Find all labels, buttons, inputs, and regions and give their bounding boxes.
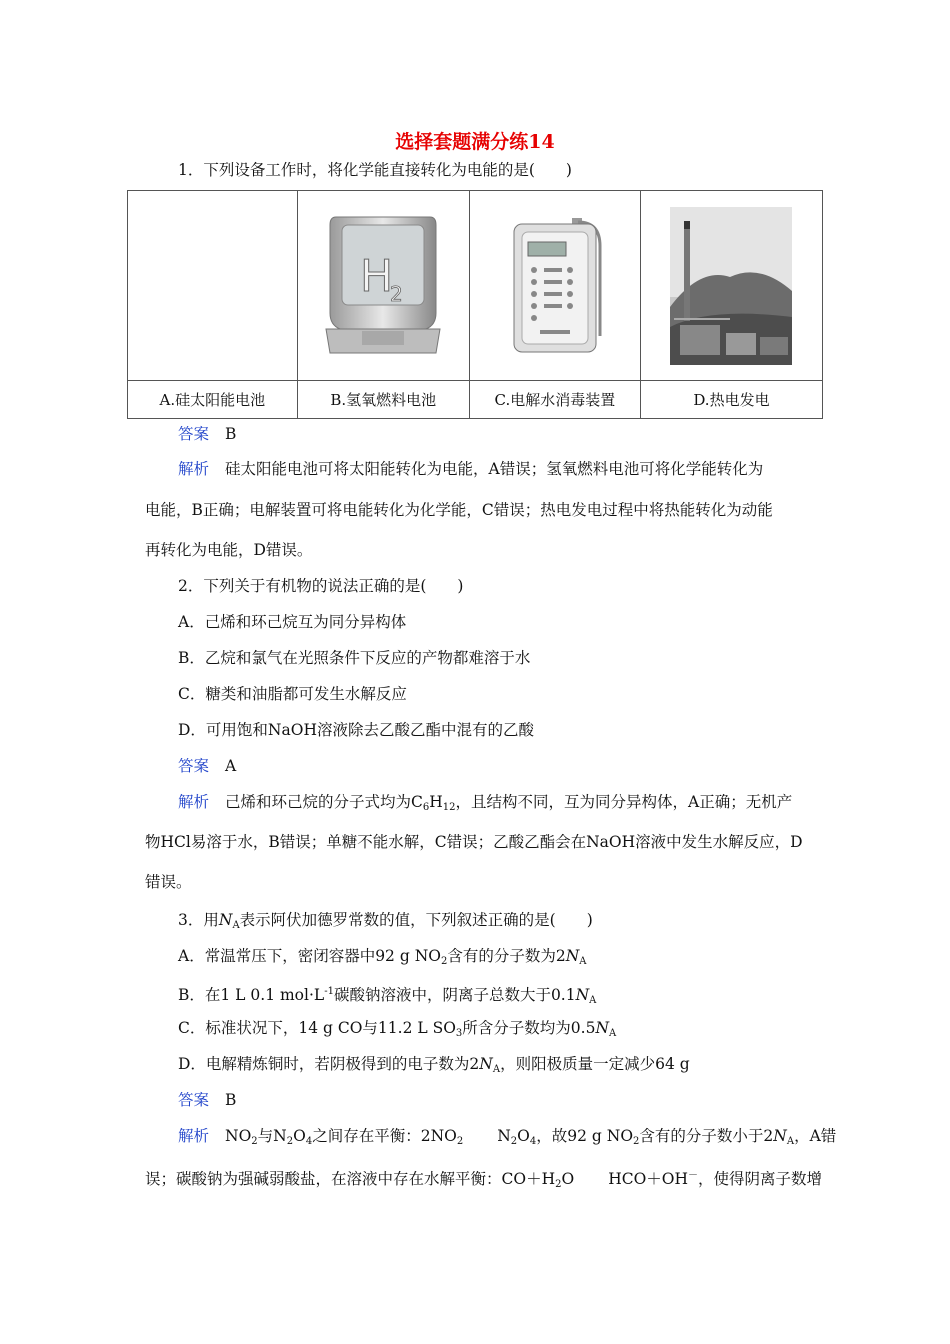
option-d-image-cell xyxy=(640,191,822,381)
analysis-text: O xyxy=(293,1127,306,1145)
subscript: 2 xyxy=(510,1136,518,1147)
question-2-answer xyxy=(178,756,236,776)
subscript: A xyxy=(786,1136,795,1147)
subscript: A xyxy=(492,1064,501,1075)
question-3-analysis-line-1 xyxy=(178,1126,836,1152)
subscript: 2 xyxy=(286,1136,294,1147)
analysis-label: 解析 xyxy=(178,1127,210,1145)
na-symbol: N xyxy=(595,1019,610,1037)
question-1-analysis-line-1 xyxy=(178,459,763,479)
question-3-option-a xyxy=(178,946,587,972)
answer-label: 答案 xyxy=(178,757,210,775)
answer-value: B xyxy=(225,425,237,443)
na-symbol: N xyxy=(773,1127,787,1145)
subscript: A xyxy=(609,1028,617,1039)
subscript: A xyxy=(579,956,587,967)
analysis-text: O xyxy=(517,1127,530,1145)
analysis-label: 解析 xyxy=(178,460,210,478)
analysis-label: 解析 xyxy=(178,793,210,811)
analysis-text: ，故92 g NO xyxy=(536,1127,634,1145)
option-text: C．标准状况下，14 g CO与11.2 L SO xyxy=(178,1019,456,1037)
question-2-analysis-line-1 xyxy=(178,792,792,818)
na-symbol: N xyxy=(565,947,580,965)
question-1-stem: 1．下列设备工作时，将化学能直接转化为电能的是( ) xyxy=(178,161,572,179)
stem-text: 表示阿伏加德罗常数的值，下列叙述正确的是( ) xyxy=(239,911,593,929)
power-plant-image xyxy=(670,207,792,365)
answer-value: A xyxy=(225,757,237,775)
question-1-options-table xyxy=(127,190,823,419)
subscript: 3 xyxy=(455,1028,463,1039)
subscript: 6 xyxy=(422,802,430,813)
subscript: A xyxy=(232,920,240,931)
subscript: A xyxy=(589,995,597,1006)
question-3-option-c xyxy=(178,1018,616,1044)
analysis-text: 与N xyxy=(257,1127,287,1145)
question-1-analysis-line-2: 电能，B正确；电解装置可将电能转化为化学能，C错误；热电发电过程中将热能转化为动能 xyxy=(145,501,773,519)
option-c-image-cell xyxy=(469,191,640,381)
analysis-text: 误；碳酸钠为强碱弱酸盐，在溶液中存在水解平衡：CO＋H xyxy=(145,1170,556,1188)
option-text: ，则阳极质量一定减少64 g xyxy=(500,1055,690,1073)
fuel-cell-image xyxy=(322,213,444,359)
electrolysis-device-image xyxy=(500,216,610,356)
analysis-text: H xyxy=(429,793,443,811)
h2-label: H xyxy=(360,250,394,302)
h2-subscript: 2 xyxy=(390,281,403,306)
subscript: 2 xyxy=(633,1136,640,1147)
subscript: 2 xyxy=(456,1136,464,1147)
analysis-text: 含有的分子数小于2 xyxy=(639,1127,774,1145)
question-2-option-b: B．乙烷和氯气在光照条件下反应的产物都难溶于水 xyxy=(178,649,531,667)
subscript: 12 xyxy=(442,802,456,813)
question-2-option-d: D．可用饱和NaOH溶液除去乙酸乙酯中混有的乙酸 xyxy=(178,721,534,739)
na-symbol: N xyxy=(479,1055,493,1073)
analysis-text: ，使得阴离子数增 xyxy=(698,1170,823,1188)
question-2-option-c: C．糖类和油脂都可发生水解反应 xyxy=(178,685,407,703)
option-d-label: D.热电发电 xyxy=(640,381,822,419)
question-2-option-a: A．己烯和环己烷互为同分异构体 xyxy=(178,613,407,631)
option-b-image-cell xyxy=(297,191,469,381)
question-2-analysis-line-3: 错误。 xyxy=(145,873,192,891)
page-title: 选择套题满分练14 xyxy=(395,131,555,153)
analysis-text: NO xyxy=(225,1127,252,1145)
analysis-text: 硅太阳能电池可将太阳能转化为电能，A错误；氢氧燃料电池可将化学能转化为 xyxy=(225,460,764,478)
question-3-option-d xyxy=(178,1054,690,1080)
analysis-text: 之间存在平衡：2NO xyxy=(312,1127,457,1145)
analysis-text: 己烯和环己烷的分子式均为C xyxy=(225,793,423,811)
subscript: 2 xyxy=(440,956,448,967)
analysis-text: ，且结构不同，互为同分异构体，A正确；无机产 xyxy=(455,793,793,811)
question-3-option-b xyxy=(178,982,596,1011)
question-3-answer xyxy=(178,1090,236,1110)
analysis-text: N xyxy=(497,1127,511,1145)
option-text: 含有的分子数为2 xyxy=(447,947,566,965)
option-text: D．电解精炼铜时，若阴极得到的电子数为2 xyxy=(178,1055,480,1073)
option-c-label: C.电解水消毒装置 xyxy=(469,381,640,419)
subscript: 4 xyxy=(529,1136,537,1147)
option-a-label: A.硅太阳能电池 xyxy=(128,381,298,419)
option-text: A．常温常压下，密闭容器中92 g NO xyxy=(178,947,441,965)
answer-value: B xyxy=(225,1091,237,1109)
analysis-text: ，A错 xyxy=(794,1127,837,1145)
option-text: B．在1 L 0.1 mol·L xyxy=(178,986,325,1004)
na-symbol: N xyxy=(218,911,233,929)
option-b-label: B.氢氧燃料电池 xyxy=(297,381,469,419)
option-a-image-cell xyxy=(128,191,298,381)
na-symbol: N xyxy=(575,986,590,1004)
question-1-analysis-line-3: 再转化为电能，D错误。 xyxy=(145,541,313,559)
question-2-analysis-line-2: 物HCl易溶于水，B错误；单糖不能水解，C错误；乙酸乙酯会在NaOH溶液中发生水解反应，D xyxy=(145,833,803,851)
question-3-analysis-line-2 xyxy=(145,1166,822,1195)
option-text: 碳酸钠溶液中，阴离子总数大于0.1 xyxy=(333,986,576,1004)
subscript: 2 xyxy=(251,1136,258,1147)
option-text: 所含分子数均为0.5 xyxy=(462,1019,596,1037)
question-2-stem: 2．下列关于有机物的说法正确的是( ) xyxy=(178,577,464,595)
subscript: 2 xyxy=(555,1179,562,1190)
answer-label: 答案 xyxy=(178,1091,210,1109)
superscript: -1 xyxy=(324,986,334,997)
answer-label: 答案 xyxy=(178,425,210,443)
subscript: 4 xyxy=(305,1136,313,1147)
analysis-text: HCO＋OH xyxy=(608,1170,688,1188)
question-1-answer xyxy=(178,424,236,444)
question-3-stem xyxy=(178,910,593,936)
stem-text: 3．用 xyxy=(178,911,219,929)
superscript: － xyxy=(688,1170,698,1181)
analysis-text: O xyxy=(561,1170,575,1188)
